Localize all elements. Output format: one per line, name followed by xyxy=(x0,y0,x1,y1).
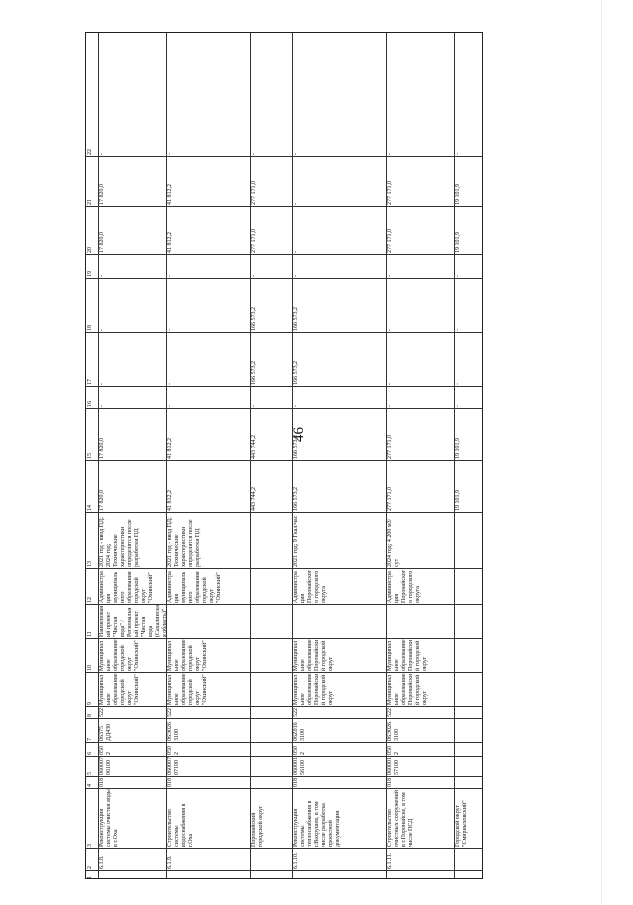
table-cell: Администрация Поронайского городского округа xyxy=(293,569,327,603)
table-cell: - xyxy=(387,383,393,385)
table-cell: - xyxy=(99,153,105,155)
table-cell: 522 xyxy=(387,708,393,717)
table-cell: 522 xyxy=(99,708,105,717)
table-cell: 443 744,2 xyxy=(251,487,257,511)
table-cell: - xyxy=(455,405,461,407)
table-cell: 050 2 xyxy=(387,746,400,755)
table-cell: Реконструкция системы очистки воды в г.Оха xyxy=(99,789,119,847)
header-cell: 18 xyxy=(87,325,93,331)
table-cell: 166 573,2 xyxy=(251,307,257,331)
table-cell: 018 xyxy=(387,778,393,787)
header-cell: 3 xyxy=(87,844,93,847)
table-cell: - xyxy=(251,405,257,407)
table-cell: 17 820,0 xyxy=(99,490,105,511)
table-cell: - xyxy=(455,275,461,277)
table-cell: 41 812,2 xyxy=(167,490,173,511)
table-cell: 6.1.9. xyxy=(167,855,173,869)
table-cell: 060001 56100 xyxy=(293,757,306,775)
table-cell: 17 820,0 xyxy=(99,232,105,253)
table-cell: 060001 57100 xyxy=(387,757,400,775)
header-cell: 9 xyxy=(87,702,93,705)
table-cell: - xyxy=(455,329,461,331)
table-cell: Реконструкция системы теплоснабжения в г.Вахрушев, в том числе разработка проектной документации xyxy=(293,800,341,847)
table-cell: 050 2 xyxy=(167,746,180,755)
table-cell: 277 171,0 xyxy=(251,229,257,253)
table-cell: 41 812,2 xyxy=(167,232,173,253)
header-cell: 17 xyxy=(87,379,93,385)
table-cell: - xyxy=(99,405,105,407)
header-cell: 4 xyxy=(87,784,93,787)
table-cell: 166 573,2 xyxy=(293,361,299,385)
table-cell: - xyxy=(167,405,173,407)
header-cell: 12 xyxy=(87,597,93,603)
table-cell: Муниципальное образование городской округ "Охинский" xyxy=(167,639,208,671)
column-divider xyxy=(86,870,482,871)
table-cell: 018 xyxy=(293,778,299,787)
table-cell: 277 171,0 xyxy=(387,229,393,253)
header-cell: 8 xyxy=(87,714,93,717)
table-cell: 277 171,0 xyxy=(387,435,393,459)
table-cell: 2024 год; 4 200 м3/сут xyxy=(387,518,400,567)
table-cell: Муниципальное образование Поронайский городской округ xyxy=(293,673,334,705)
table-cell: 6.1.8. xyxy=(99,855,105,869)
table-cell: 166 573,2 xyxy=(293,307,299,331)
table-cell: 522 xyxy=(293,708,299,717)
table-cell: - xyxy=(293,153,299,155)
table-cell: Городской округ "Смирныховский" xyxy=(455,800,468,847)
table-cell: 277 171,0 xyxy=(387,487,393,511)
table-cell: - xyxy=(167,153,173,155)
table-cell: Поронайский городской округ xyxy=(251,805,264,847)
table-cell: 19 101,9 xyxy=(455,490,461,511)
table-cell: 018 xyxy=(167,778,173,787)
table-cell: Строительство очистных сооружений в г.Поронайске, в том числе ПСД xyxy=(387,790,414,847)
table-cell: Наименований прoект "Чистая вода" / Региональный проект "Чистая вода (Сахалинская область)" xyxy=(99,605,168,637)
header-cell: 19 xyxy=(87,271,93,277)
scan-edge xyxy=(601,0,632,905)
table-cell: - xyxy=(99,329,105,331)
header-cell: 20 xyxy=(87,247,93,253)
table-cell: 018 xyxy=(99,778,105,787)
header-cell: 15 xyxy=(87,453,93,459)
header-cell: 14 xyxy=(87,505,93,511)
header-cell: 22 xyxy=(87,149,93,155)
table-cell: - xyxy=(387,275,393,277)
table-cell: 41 812,2 xyxy=(167,184,173,205)
table-cell: - xyxy=(387,329,393,331)
table-cell: - xyxy=(167,329,173,331)
table-cell: 6.1.11. xyxy=(387,852,393,869)
table-cell: Администрация муниципального образования городской округ "Охинский" xyxy=(99,571,154,603)
table-cell: 2021 год - ввод ПД; 2024 год; Технические характеристики определятся после разработки ПД xyxy=(99,517,140,567)
table-cell: - xyxy=(455,153,461,155)
table-cell: 050 2 xyxy=(99,746,112,755)
table-cell: Муниципальное образование Поронайский городской округ xyxy=(387,639,428,671)
table-cell: 06375 ДД430 xyxy=(99,723,112,741)
table-cell: 443 744,2 xyxy=(251,435,257,459)
header-cell: 16 xyxy=(87,401,93,407)
table-cell: - xyxy=(293,251,299,253)
table-cell: Муниципальное образование Поронайский городской округ xyxy=(293,639,334,671)
table-cell: 19 101,9 xyxy=(455,438,461,459)
table-cell: 522 xyxy=(167,708,173,717)
table-cell: 41 812,2 xyxy=(167,438,173,459)
table-cell: Муниципальное образование городской округ "Охинский" xyxy=(167,673,208,705)
table-cell: 060007 07100 xyxy=(167,757,180,775)
table-cell: Администрация Поронайского городского округа xyxy=(387,569,421,603)
header-cell: 2 xyxy=(87,866,93,869)
table-cell: 19 101,9 xyxy=(455,184,461,205)
table-cell: 6.1.10. xyxy=(293,852,299,869)
table-cell: - xyxy=(293,275,299,277)
table-cell: Муниципальное образование Поронайский городской округ xyxy=(387,673,428,705)
table-cell: - xyxy=(455,383,461,385)
table-cell: 2021 год; 9 Гкал/час xyxy=(293,515,299,567)
table-cell: 19 101,9 xyxy=(455,232,461,253)
table-cell: 06Z016 3100 xyxy=(293,722,306,741)
header-cell: 1 xyxy=(87,876,93,879)
table-cell: - xyxy=(167,275,173,277)
table-cell: 277 171,0 xyxy=(251,181,257,205)
header-cell: 21 xyxy=(87,199,93,205)
table-cell: - xyxy=(387,153,393,155)
table-cell: 166 573,2 xyxy=(293,435,299,459)
table-cell: Муниципальное образование городской округ "Охинский" xyxy=(99,639,140,671)
table-cell: Администрация муниципального образования городской округ "Охинский" xyxy=(167,571,222,603)
table-cell: Строительство системы водоснабжения в г.Оха xyxy=(167,803,194,847)
page-number: 46 xyxy=(291,427,307,442)
header-cell: 10 xyxy=(87,665,93,671)
table-cell: - xyxy=(251,275,257,277)
table-cell: - xyxy=(99,383,105,385)
table-cell: - xyxy=(251,153,257,155)
table-cell: - xyxy=(99,275,105,277)
table-cell: 050 2 xyxy=(293,746,306,755)
table-cell: 166 573,2 xyxy=(293,487,299,511)
table-cell: 06Э026 3100 xyxy=(167,722,180,741)
table-cell: 277 171,0 xyxy=(387,181,393,205)
data-table xyxy=(85,32,483,879)
table-cell: 2021 год - ввод ПД; Технические характеристики определятся после разработки ПД xyxy=(167,517,201,567)
table-cell: - xyxy=(387,405,393,407)
table-cell: Муниципальное образование городской округ "Охинский" xyxy=(99,673,140,705)
table-cell: - xyxy=(293,405,299,407)
table-cell: 060007 06100 xyxy=(99,757,112,775)
header-cell: 11 xyxy=(87,631,93,637)
table-cell: 17 820,0 xyxy=(99,438,105,459)
header-cell: 5 xyxy=(87,772,93,775)
header-cell: 6 xyxy=(87,752,93,755)
table-cell: 166 573,2 xyxy=(251,361,257,385)
table-cell: - xyxy=(293,203,299,205)
header-cell: 7 xyxy=(87,738,93,741)
table-cell: - xyxy=(167,383,173,385)
table-cell: 06Э026 3100 xyxy=(387,722,400,741)
header-cell: 13 xyxy=(87,561,93,567)
table-cell: 17 820,0 xyxy=(99,184,105,205)
